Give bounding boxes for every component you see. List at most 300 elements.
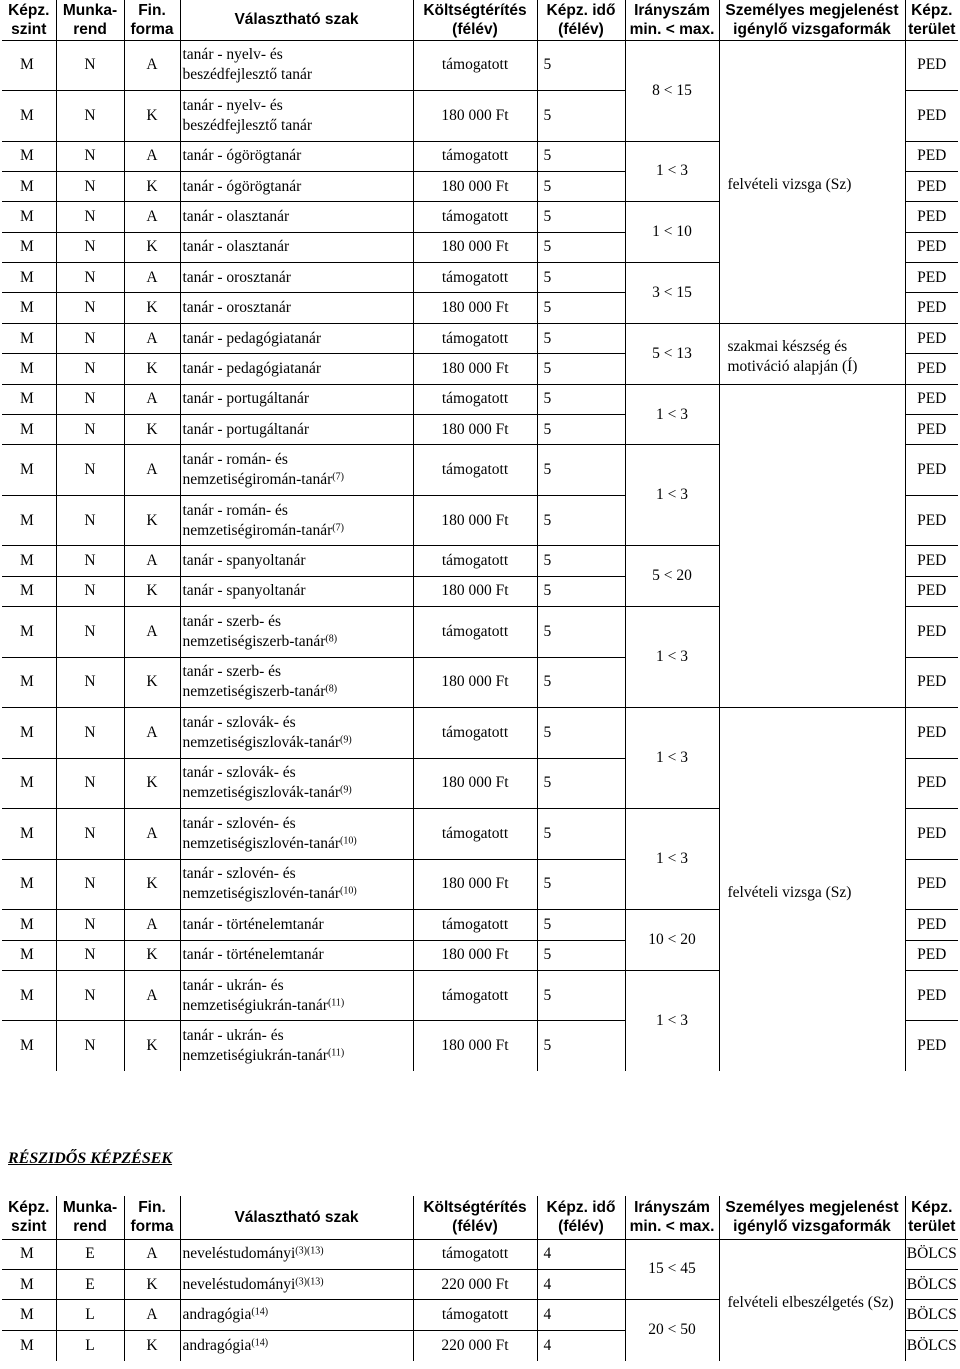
cell-kepzesi-ido: 4 (537, 1300, 625, 1330)
cell-kepz-szint: M (2, 758, 56, 809)
cell-kepzesi-ido: 4 (537, 1239, 625, 1269)
footnote-ref: (14) (251, 1306, 269, 1318)
cell-kepzesi-terulet: PED (905, 445, 958, 496)
szak-line: tanár - portugáltanár (182, 420, 310, 438)
cell-fin-forma: K (124, 495, 180, 546)
header-kepzesi-ido: Képz. idő (félév) (537, 0, 625, 40)
cell-kepz-szint: M (2, 1330, 56, 1360)
footnote-ref: (11) (327, 997, 345, 1009)
cell-iranyszam: 20 < 50 (625, 1300, 719, 1361)
cell-kepzesi-ido: 4 (537, 1330, 625, 1360)
cell-szak (180, 323, 413, 353)
cell-kepzesi-ido: 5 (537, 141, 625, 171)
cell-fin-forma: A (124, 910, 180, 940)
cell-koltsegterites: 180 000 Ft (413, 171, 537, 201)
cell-koltsegterites: támogatott (413, 970, 537, 1021)
cell-kepzesi-ido: 5 (537, 657, 625, 708)
cell-kepz-szint: M (2, 546, 56, 576)
cell-munkarend: N (56, 809, 124, 860)
cell-kepzesi-terulet: PED (905, 141, 958, 171)
szak-line: tanár - ógörögtanár (182, 177, 302, 195)
cell-kepz-szint: M (2, 809, 56, 860)
cell-kepzesi-terulet: PED (905, 171, 958, 201)
cell-munkarend: N (56, 91, 124, 142)
cell-munkarend: N (56, 940, 124, 970)
cell-kepzesi-terulet: PED (905, 495, 958, 546)
cell-koltsegterites: 180 000 Ft (413, 91, 537, 142)
cell-kepzesi-terulet: PED (905, 232, 958, 262)
cell-fin-forma: A (124, 809, 180, 860)
cell-munkarend: N (56, 657, 124, 708)
cell-kepzesi-ido: 5 (537, 859, 625, 910)
szak-line: tanár - spanyoltanár (182, 552, 306, 570)
cell-koltsegterites: 220 000 Ft (413, 1269, 537, 1299)
cell-szak (180, 354, 413, 384)
cell-szak (180, 384, 413, 414)
cell-kepz-szint: M (2, 1269, 56, 1299)
cell-szak (180, 708, 413, 759)
cell-fin-forma: K (124, 1021, 180, 1072)
cell-kepzesi-terulet: PED (905, 40, 958, 91)
szak-line: tanár - szerb- és (182, 612, 282, 630)
cell-kepzesi-ido: 5 (537, 91, 625, 142)
cell-munkarend: N (56, 758, 124, 809)
cell-kepz-szint: M (2, 1300, 56, 1330)
footnote-ref: (3)(13) (295, 1276, 324, 1288)
cell-kepzesi-terulet: PED (905, 758, 958, 809)
cell-szak (180, 1300, 413, 1330)
cell-fin-forma: K (124, 1330, 180, 1360)
footnote-ref: (7) (332, 522, 344, 534)
cell-kepzesi-terulet: PED (905, 809, 958, 860)
cell-kepzesi-terulet: PED (905, 91, 958, 142)
cell-koltsegterites: támogatott (413, 263, 537, 293)
cell-kepzesi-terulet: BÖLCS (905, 1239, 958, 1269)
cell-fin-forma: A (124, 607, 180, 658)
cell-kepzesi-ido: 5 (537, 758, 625, 809)
cell-munkarend: N (56, 141, 124, 171)
cell-munkarend: N (56, 445, 124, 496)
szak-line: beszédfejlesztő tanár (182, 116, 313, 134)
cell-kepzesi-ido: 5 (537, 495, 625, 546)
cell-kepzesi-terulet: PED (905, 576, 958, 606)
cell-munkarend: N (56, 546, 124, 576)
header-vizsgaformak: Személyes megjelenést igénylő vizsgaformák (719, 0, 905, 40)
cell-szak (180, 1269, 413, 1299)
szak-line: beszédfejlesztő tanár (182, 66, 313, 84)
cell-kepzesi-terulet: PED (905, 708, 958, 759)
cell-koltsegterites: támogatott (413, 708, 537, 759)
cell-szak (180, 293, 413, 323)
cell-kepz-szint: M (2, 232, 56, 262)
cell-kepzesi-ido: 5 (537, 202, 625, 232)
szak-line: tanár - szlovén- és (182, 865, 296, 883)
cell-kepzesi-ido: 5 (537, 263, 625, 293)
cell-fin-forma: K (124, 415, 180, 445)
cell-fin-forma: K (124, 859, 180, 910)
cell-kepz-szint: M (2, 202, 56, 232)
cell-kepz-szint: M (2, 970, 56, 1021)
header-iranyszam: Irányszám min. < max. (625, 0, 719, 40)
table-row (2, 323, 958, 353)
cell-szak (180, 495, 413, 546)
cell-szak (180, 141, 413, 171)
cell-fin-forma: A (124, 708, 180, 759)
cell-koltsegterites: 180 000 Ft (413, 232, 537, 262)
cell-koltsegterites: 180 000 Ft (413, 940, 537, 970)
szak-line: tanár - pedagógiatanár (182, 359, 322, 377)
cell-fin-forma: K (124, 758, 180, 809)
cell-kepzesi-terulet: PED (905, 859, 958, 910)
table-header-row (2, 0, 958, 40)
cell-fin-forma: A (124, 384, 180, 414)
footnote-ref: (9) (340, 784, 352, 796)
cell-kepzesi-ido: 5 (537, 708, 625, 759)
cell-szak (180, 970, 413, 1021)
cell-koltsegterites: támogatott (413, 323, 537, 353)
cell-kepz-szint: M (2, 40, 56, 91)
cell-kepzesi-ido: 5 (537, 1021, 625, 1072)
cell-fin-forma: A (124, 263, 180, 293)
cell-koltsegterites: 180 000 Ft (413, 859, 537, 910)
cell-iranyszam: 1 < 3 (625, 384, 719, 445)
szak-line: tanár - ógörögtanár (182, 147, 302, 165)
cell-kepzesi-ido: 5 (537, 607, 625, 658)
cell-vizsgaforma (719, 40, 905, 323)
cell-kepzesi-terulet: PED (905, 323, 958, 353)
szak-line: nemzetiségiukrán-tanár (182, 1047, 328, 1065)
cell-fin-forma: K (124, 576, 180, 606)
exam-text: felvételi vizsga (Sz) (727, 175, 852, 193)
cell-munkarend: N (56, 495, 124, 546)
cell-fin-forma: K (124, 940, 180, 970)
cell-iranyszam: 1 < 3 (625, 809, 719, 910)
cell-fin-forma: A (124, 141, 180, 171)
cell-kepzesi-terulet: PED (905, 354, 958, 384)
section-title-reszidos: RÉSZIDŐS KÉPZÉSEK (8, 1150, 173, 1167)
cell-kepzesi-ido: 4 (537, 1269, 625, 1299)
cell-kepzesi-ido: 5 (537, 809, 625, 860)
header-kepzesi-ido: Képz. idő (félév) (537, 1196, 625, 1239)
szak-line: tanár - olasztanár (182, 207, 290, 225)
szak-line: tanár - nyelv- és (182, 96, 283, 114)
cell-fin-forma: K (124, 91, 180, 142)
cell-koltsegterites: támogatott (413, 546, 537, 576)
cell-fin-forma: A (124, 970, 180, 1021)
exam-text: szakmai készség és motiváció alapján (Í) (727, 337, 858, 375)
cell-koltsegterites: 180 000 Ft (413, 293, 537, 323)
cell-kepzesi-ido: 5 (537, 445, 625, 496)
cell-koltsegterites: támogatott (413, 607, 537, 658)
cell-kepz-szint: M (2, 293, 56, 323)
cell-fin-forma: K (124, 657, 180, 708)
szak-line: nemzetiségiromán-tanár (182, 471, 333, 489)
cell-kepzesi-terulet: PED (905, 940, 958, 970)
cell-munkarend: N (56, 415, 124, 445)
header-munkarend: Munka- rend (56, 0, 124, 40)
cell-kepzesi-ido: 5 (537, 415, 625, 445)
cell-iranyszam: 15 < 45 (625, 1239, 719, 1300)
cell-kepz-szint: M (2, 91, 56, 142)
cell-szak (180, 91, 413, 142)
cell-vizsgaforma (719, 323, 905, 384)
cell-szak (180, 445, 413, 496)
szak-line: tanár - történelemtanár (182, 915, 324, 933)
cell-fin-forma: A (124, 1300, 180, 1330)
header-koltsegterites: Költségtérítés (félév) (413, 1196, 537, 1239)
cell-kepzesi-terulet: BÖLCS (905, 1300, 958, 1330)
szak-line: tanár - orosztanár (182, 299, 291, 317)
cell-kepzesi-ido: 5 (537, 970, 625, 1021)
cell-szak (180, 202, 413, 232)
part-time-programs-table (2, 1196, 958, 1361)
cell-kepz-szint: M (2, 171, 56, 201)
szak-line: tanár - orosztanár (182, 268, 291, 286)
header-kepzesi-terulet: Képz. terület (905, 1196, 958, 1239)
cell-iranyszam: 1 < 10 (625, 202, 719, 263)
footnote-ref: (10) (340, 835, 357, 847)
szak-line: andragógia (182, 1305, 252, 1323)
cell-iranyszam: 5 < 13 (625, 323, 719, 384)
cell-iranyszam: 1 < 3 (625, 141, 719, 202)
cell-szak (180, 232, 413, 262)
cell-kepz-szint: M (2, 1021, 56, 1072)
cell-kepzesi-ido: 5 (537, 910, 625, 940)
table-row (2, 40, 958, 91)
cell-iranyszam: 3 < 15 (625, 263, 719, 324)
cell-szak (180, 758, 413, 809)
cell-koltsegterites: támogatott (413, 1239, 537, 1269)
cell-munkarend: N (56, 970, 124, 1021)
cell-vizsgaforma (719, 384, 905, 708)
szak-line: tanár - szlovák- és (182, 764, 296, 782)
cell-szak (180, 657, 413, 708)
cell-koltsegterites: 180 000 Ft (413, 657, 537, 708)
cell-kepz-szint: M (2, 323, 56, 353)
szak-line: nemzetiségiszlovén-tanár (182, 834, 341, 852)
cell-koltsegterites: támogatott (413, 202, 537, 232)
cell-kepzesi-terulet: PED (905, 607, 958, 658)
cell-kepzesi-terulet: PED (905, 910, 958, 940)
header-valaszthato-szak: Választható szak (180, 0, 413, 40)
cell-kepz-szint: M (2, 263, 56, 293)
cell-koltsegterites: támogatott (413, 40, 537, 91)
header-kepz-szint: Képz. szint (2, 1196, 56, 1239)
cell-szak (180, 910, 413, 940)
exam-text: felvételi elbeszélgetés (Sz) (727, 1294, 894, 1312)
cell-munkarend: N (56, 384, 124, 414)
cell-munkarend: N (56, 232, 124, 262)
cell-munkarend: N (56, 607, 124, 658)
exam-text: felvételi vizsga (Sz) (727, 883, 852, 901)
cell-fin-forma: A (124, 40, 180, 91)
cell-kepzesi-terulet: PED (905, 546, 958, 576)
szak-line: tanár - ukrán- és (182, 1027, 284, 1045)
cell-kepzesi-ido: 5 (537, 940, 625, 970)
cell-koltsegterites: 180 000 Ft (413, 354, 537, 384)
szak-line: nemzetiségiszerb-tanár (182, 683, 326, 701)
cell-koltsegterites: támogatott (413, 1300, 537, 1330)
cell-munkarend: N (56, 859, 124, 910)
cell-munkarend: N (56, 354, 124, 384)
cell-koltsegterites: 180 000 Ft (413, 415, 537, 445)
cell-fin-forma: A (124, 323, 180, 353)
cell-szak (180, 263, 413, 293)
cell-fin-forma: K (124, 354, 180, 384)
szak-line: tanár - szerb- és (182, 663, 282, 681)
szak-line: nemzetiségiromán-tanár (182, 521, 333, 539)
szak-line: tanár - történelemtanár (182, 946, 324, 964)
szak-line: tanár - portugáltanár (182, 390, 310, 408)
table-row (2, 1239, 958, 1269)
szak-line: tanár - ukrán- és (182, 976, 284, 994)
cell-munkarend: N (56, 293, 124, 323)
cell-kepzesi-terulet: PED (905, 384, 958, 414)
cell-kepzesi-ido: 5 (537, 232, 625, 262)
cell-kepz-szint: M (2, 1239, 56, 1269)
szak-line: nemzetiségiukrán-tanár (182, 996, 328, 1014)
cell-vizsgaforma (719, 708, 905, 1072)
cell-kepzesi-ido: 5 (537, 576, 625, 606)
szak-line: nemzetiségiszerb-tanár (182, 632, 326, 650)
cell-vizsgaforma (719, 1239, 905, 1361)
szak-line: neveléstudományi (182, 1245, 296, 1263)
cell-szak (180, 1330, 413, 1360)
footnote-ref: (9) (340, 734, 352, 746)
header-vizsgaformak: Személyes megjelenést igénylő vizsgaformák (719, 1196, 905, 1239)
header-kepzesi-terulet: Képz. terület (905, 0, 958, 40)
footnote-ref: (7) (332, 471, 344, 483)
szak-line: tanár - szlovén- és (182, 814, 296, 832)
cell-koltsegterites: támogatott (413, 910, 537, 940)
cell-kepzesi-ido: 5 (537, 546, 625, 576)
cell-szak (180, 1021, 413, 1072)
cell-kepz-szint: M (2, 657, 56, 708)
header-koltsegterites: Költségtérítés (félév) (413, 0, 537, 40)
cell-szak (180, 940, 413, 970)
cell-kepzesi-ido: 5 (537, 323, 625, 353)
szak-line: tanár - nyelv- és (182, 46, 283, 64)
szak-line: nemzetiségiszlovák-tanár (182, 733, 341, 751)
cell-szak (180, 859, 413, 910)
cell-kepz-szint: M (2, 859, 56, 910)
cell-iranyszam: 10 < 20 (625, 910, 719, 971)
cell-munkarend: N (56, 708, 124, 759)
cell-kepz-szint: M (2, 708, 56, 759)
cell-szak (180, 607, 413, 658)
cell-kepz-szint: M (2, 141, 56, 171)
cell-kepzesi-ido: 5 (537, 354, 625, 384)
cell-koltsegterites: 180 000 Ft (413, 495, 537, 546)
cell-kepzesi-terulet: PED (905, 202, 958, 232)
cell-iranyszam: 1 < 3 (625, 970, 719, 1071)
table-row (2, 384, 958, 414)
cell-koltsegterites: 180 000 Ft (413, 758, 537, 809)
szak-line: tanár - spanyoltanár (182, 582, 306, 600)
header-iranyszam: Irányszám min. < max. (625, 1196, 719, 1239)
cell-kepz-szint: M (2, 576, 56, 606)
szak-line: tanár - román- és (182, 451, 288, 469)
cell-munkarend: N (56, 1021, 124, 1072)
footnote-ref: (10) (340, 885, 357, 897)
cell-koltsegterites: támogatott (413, 445, 537, 496)
cell-iranyszam: 1 < 3 (625, 708, 719, 809)
header-munkarend: Munka- rend (56, 1196, 124, 1239)
cell-koltsegterites: 180 000 Ft (413, 1021, 537, 1072)
cell-fin-forma: K (124, 232, 180, 262)
cell-szak (180, 546, 413, 576)
cell-munkarend: N (56, 910, 124, 940)
cell-kepz-szint: M (2, 495, 56, 546)
cell-fin-forma: A (124, 445, 180, 496)
cell-iranyszam: 1 < 3 (625, 607, 719, 708)
cell-koltsegterites: támogatott (413, 141, 537, 171)
szak-line: tanár - szlovák- és (182, 713, 296, 731)
cell-munkarend: N (56, 202, 124, 232)
table-body (2, 1239, 958, 1361)
szak-line: tanár - román- és (182, 501, 288, 519)
footnote-ref: (8) (325, 633, 338, 645)
cell-iranyszam: 1 < 3 (625, 445, 719, 546)
footnote-ref: (11) (327, 1047, 345, 1059)
header-fin-forma: Fin. forma (124, 1196, 180, 1239)
szak-line: nemzetiségiszlovák-tanár (182, 784, 341, 802)
cell-munkarend: N (56, 576, 124, 606)
szak-line: nemzetiségiszlovén-tanár (182, 885, 341, 903)
cell-koltsegterites: 220 000 Ft (413, 1330, 537, 1360)
cell-munkarend: N (56, 171, 124, 201)
cell-szak (180, 171, 413, 201)
cell-kepzesi-terulet: PED (905, 263, 958, 293)
cell-iranyszam: 8 < 15 (625, 40, 719, 141)
cell-fin-forma: A (124, 202, 180, 232)
cell-koltsegterites: 180 000 Ft (413, 576, 537, 606)
footnote-ref: (14) (251, 1337, 269, 1349)
cell-kepz-szint: M (2, 415, 56, 445)
header-kepz-szint: Képz. szint (2, 0, 56, 40)
cell-fin-forma: K (124, 293, 180, 323)
table-row (2, 708, 958, 759)
cell-kepzesi-terulet: PED (905, 970, 958, 1021)
table-body (2, 40, 958, 1071)
cell-kepzesi-ido: 5 (537, 384, 625, 414)
cell-szak (180, 1239, 413, 1269)
cell-munkarend: E (56, 1269, 124, 1299)
header-fin-forma: Fin. forma (124, 0, 180, 40)
cell-munkarend: L (56, 1330, 124, 1360)
cell-fin-forma: K (124, 171, 180, 201)
cell-kepzesi-terulet: BÖLCS (905, 1330, 958, 1360)
cell-kepz-szint: M (2, 384, 56, 414)
cell-munkarend: L (56, 1300, 124, 1330)
cell-fin-forma: K (124, 1269, 180, 1299)
table-header-row (2, 1196, 958, 1239)
cell-fin-forma: A (124, 1239, 180, 1269)
cell-kepzesi-ido: 5 (537, 293, 625, 323)
cell-kepz-szint: M (2, 445, 56, 496)
cell-munkarend: N (56, 263, 124, 293)
cell-szak (180, 809, 413, 860)
exam-text (728, 543, 905, 549)
cell-fin-forma: A (124, 546, 180, 576)
szak-line: andragógia (182, 1336, 252, 1354)
cell-munkarend: N (56, 323, 124, 353)
cell-kepzesi-terulet: BÖLCS (905, 1269, 958, 1299)
footnote-ref: (3)(13) (295, 1245, 324, 1257)
cell-kepz-szint: M (2, 910, 56, 940)
cell-kepzesi-ido: 5 (537, 40, 625, 91)
footnote-ref: (8) (325, 683, 338, 695)
